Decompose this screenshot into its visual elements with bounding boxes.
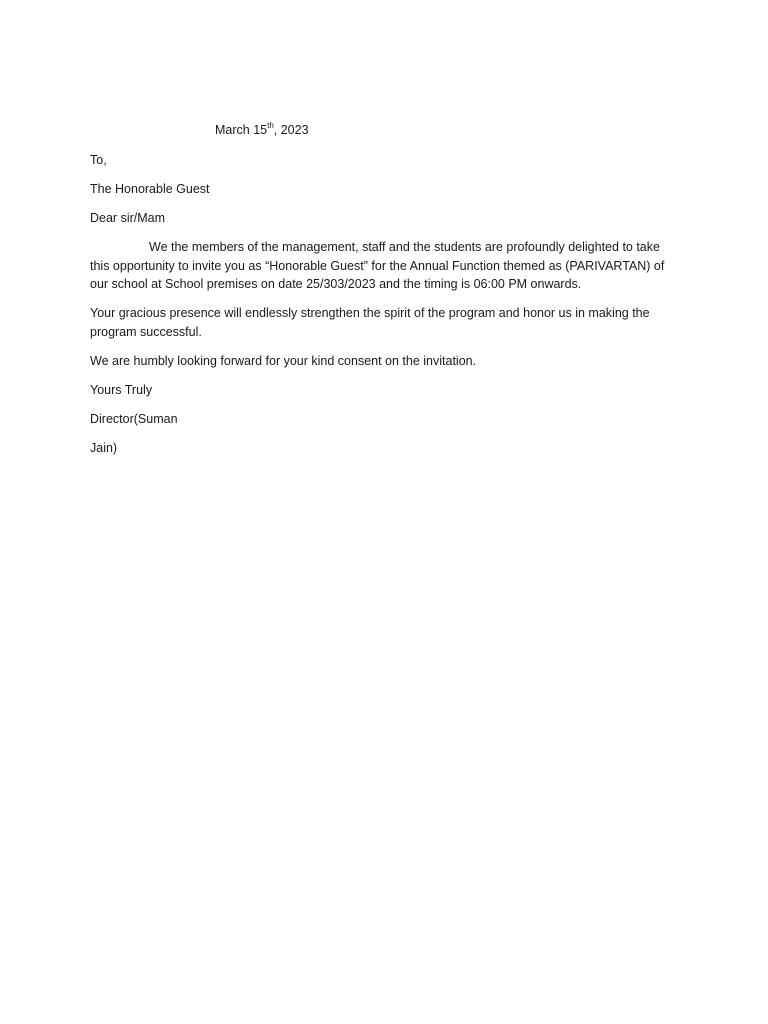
paragraph-1-line-2: this opportunity to invite you as “Honorable Guest” for the Annual Function themed as (PARIVARTAN) of [90,258,665,273]
body-paragraph-2 [90,304,682,341]
letter-date [215,121,309,140]
date-day-suffix: th [267,120,274,130]
closing-line: Yours Truly [90,383,153,397]
paragraph-1-line-1-text: We the members of the management, staff and the students are profoundly delighted to take [149,240,660,254]
date-month-day: March 15 [215,123,268,137]
body-paragraph-1 [90,238,682,294]
recipient-line: The Honorable Guest [90,182,210,196]
paragraph-2-line-2: program successful. [90,324,202,339]
paragraph-1-line-1 [90,238,682,257]
date-year: , 2023 [273,123,309,137]
greeting-line: Dear sir/Mam [90,211,166,225]
salutation-to: To, [90,153,107,167]
signature-line-1: Director(Suman [90,412,178,426]
paragraph-1-line-3: our school at School premises on date 25/303/2023 and the timing is 06:00 PM onwards. [90,277,582,291]
paragraph-2-line-1: Your gracious presence will endlessly strengthen the spirit of the program and honor us in making the [90,306,650,320]
body-paragraph-3: We are humbly looking forward for your kind consent on the invitation. [90,354,477,368]
signature-line-2: Jain) [90,441,118,455]
